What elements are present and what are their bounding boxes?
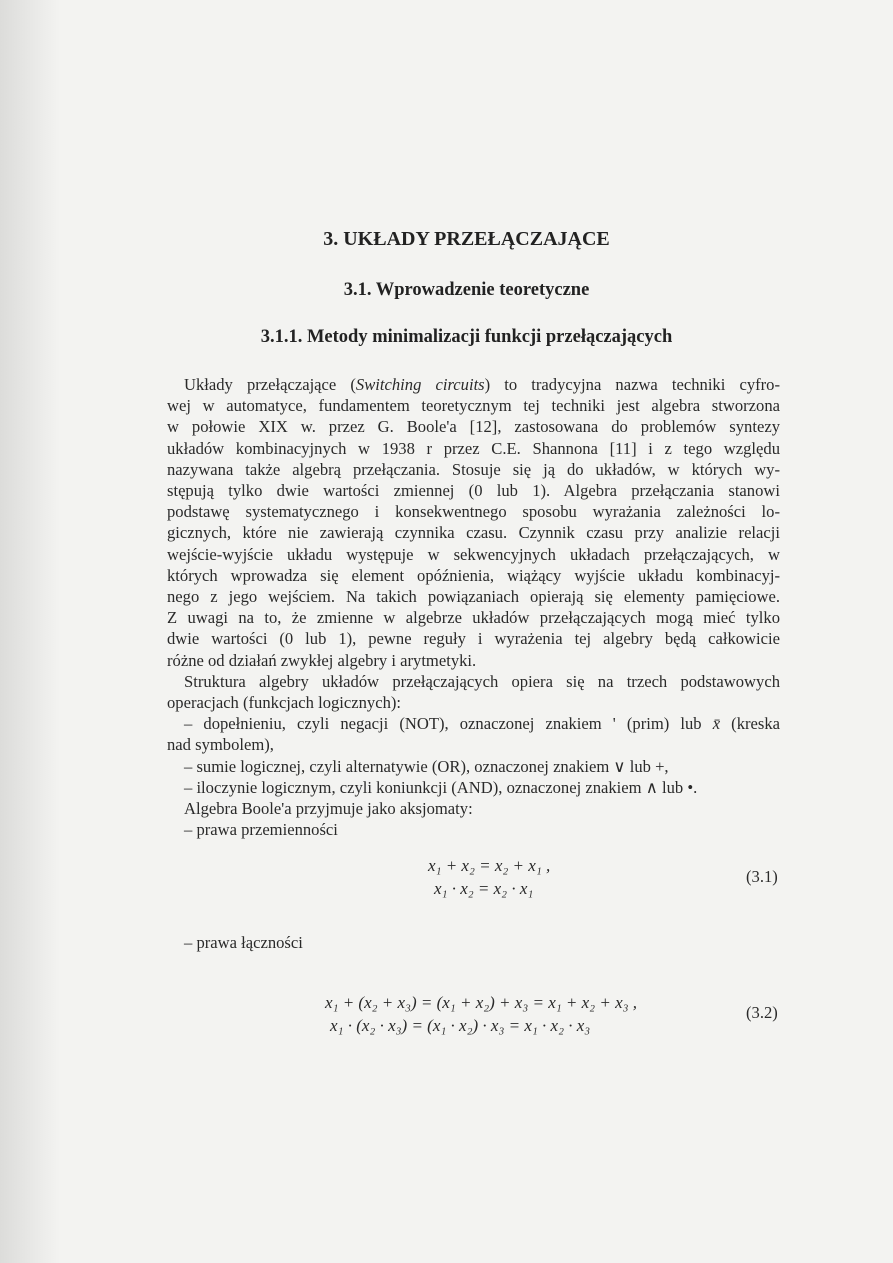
body-line: nazywana także algebrą przełączania. Stosuje się ją do układów, w których wy- (167, 459, 780, 479)
body-line (184, 375, 780, 395)
section-heading: 3.1. Wprowadzenie teoretyczne (343, 280, 590, 300)
emphasis-text: Switching circuits (355, 375, 485, 394)
body-line: podstawę systematycznego i konsekwentnego sposobu wyrażania zależności lo- (167, 502, 780, 522)
body-line (184, 714, 780, 734)
equation-3-1-line-1: x₁ + x₂ = x₂ + x₁ , (428, 856, 551, 875)
text-span: ) to tradycyjna nazwa techniki cyfro- (484, 375, 780, 394)
body-line: w połowie XIX w. przez G. Boole'a [12], zastosowana do problemów syntezy (167, 417, 780, 437)
text-span: (kreska (720, 714, 780, 734)
body-line: różne od działań zwykłej algebry i arytmetyki. (167, 650, 477, 670)
text-span: – dopełnieniu, czyli negacji (NOT), oznaczonej znakiem ' (prim) lub (184, 714, 713, 734)
body-line: których wprowadza się element opóźnienia, wiążący wyjście układu kombinacyj- (167, 565, 780, 585)
body-line: nad symbolem), (167, 735, 274, 755)
equation-3-2-line-2: x₁ · (x₂ · x₃) = (x₁ · x₂) · x₃ = x₁ · x₂ · x₃ (330, 1016, 591, 1035)
body-line: układów kombinacyjnych w 1938 r przez C.E. Shannona [11] i z tego względu (167, 438, 780, 458)
scan-shadow (0, 0, 60, 1263)
body-line: – prawa przemienności (184, 820, 338, 840)
body-line: wejście-wyjście układu występuje w sekwencyjnych układach przełączających, w (167, 544, 780, 564)
equation-number-3-1: (3.1) (746, 867, 778, 886)
chapter-heading: 3. UKŁADY PRZEŁĄCZAJĄCE (323, 228, 610, 250)
body-line: nego z jego wejściem. Na takich powiązaniach opierają się elementy pamięciowe. (167, 587, 780, 606)
body-line: operacjach (funkcjach logicznych): (167, 693, 402, 712)
equation-number-3-2: (3.2) (746, 1003, 778, 1022)
subsection-heading: 3.1.1. Metody minimalizacji funkcji przełączających (260, 327, 673, 347)
emphasis-text: x̄ (712, 714, 721, 734)
equation-3-1-line-2: x₁ · x₂ = x₂ · x₁ (434, 879, 534, 898)
text-span: Układy przełączające ( (184, 375, 356, 394)
equation-3-2-line-1: x₁ + (x₂ + x₃) = (x₁ + x₂) + x₃ = x₁ + x₂ + x₃ , (325, 993, 638, 1012)
body-line: Z uwagi na to, że zmienne w algebrze układów przełączających mogą mieć tylko (167, 608, 780, 628)
body-line: stępują tylko dwie wartości zmiennej (0 lub 1). Algebra przełączania stanowi (167, 481, 780, 500)
associativity-label: – prawa łączności (184, 933, 303, 952)
body-line: – iloczynie logicznym, czyli koniunkcji (AND), oznaczonej znakiem ∧ lub •. (184, 777, 698, 797)
body-line: Struktura algebry układów przełączających opiera się na trzech podstawowych (184, 671, 780, 691)
body-line: – sumie logicznej, czyli alternatywie (OR), oznaczonej znakiem ∨ lub +, (184, 756, 669, 776)
body-line: dwie wartości (0 lub 1), pewne reguły i wyrażenia tej algebry będą całkowicie (167, 629, 780, 649)
body-line: gicznych, które nie zawierają czynnika czasu. Czynnik czasu przy analizie relacji (167, 523, 780, 543)
body-line: wej w automatyce, fundamentem teoretycznym tej techniki jest algebra stworzona (167, 396, 780, 416)
body-line: Algebra Boole'a przyjmuje jako aksjomaty: (184, 799, 473, 818)
